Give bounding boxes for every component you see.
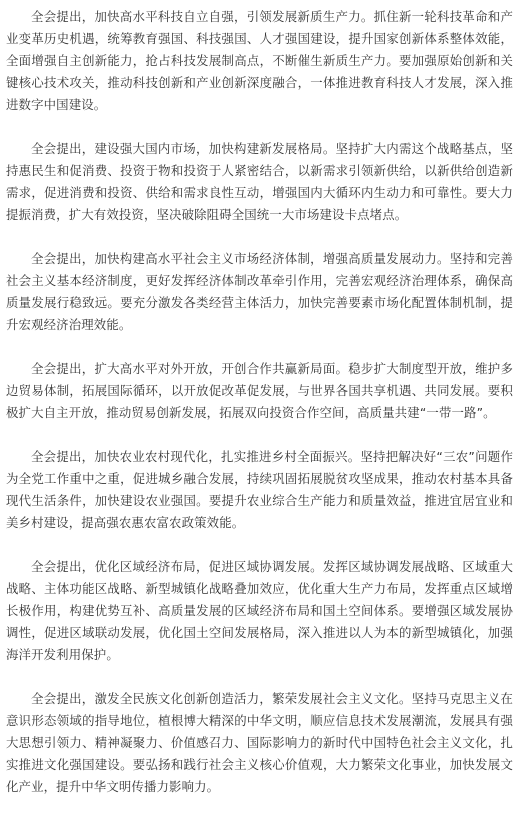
- paragraph-opening-up: 全会提出，扩大高水平对外开放，开创合作共赢新局面。稳步扩大制度型开放，维护多边贸易体制，拓展国际循环，以开放促改革促发展，与世界各国共享机遇、共同发展。要积极扩大自主开放，推动贸易创新发展，拓展双向投资合作空间，高质量共建“一带一路”。: [6, 361, 513, 420]
- paragraph-tech-innovation: 全会提出，加快高水平科技自立自强，引领发展新质生产力。抓住新一轮科技革命和产业变革历史机遇，统筹教育强国、科技强国、人才强国建设，提升国家创新体系整体效能，全面增强自主创新能力，抢占科技发展制高点，不断催生新质生产力。要加强原始创新和关键核心技术攻关，推动科技创新和产业创新深度融合，一体推进教育科技人才发展，深入推进数字中国建设。: [6, 9, 513, 112]
- paragraph-domestic-market: 全会提出，建设强大国内市场，加快构建新发展格局。坚持扩大内需这个战略基点，坚持惠民生和促消费、投资于物和投资于人紧密结合，以新需求引领新供给，以新供给创造新需求，促进消费和投资、供给和需求良性互动，增强国内大循环内生动力和可靠性。要大力提振消费，扩大有效投资，坚决破除阻碍全国统一大市场建设卡点堵点。: [6, 141, 513, 222]
- paragraph-regional-development: 全会提出，优化区域经济布局，促进区域协调发展。发挥区域协调发展战略、区域重大战略、主体功能区战略、新型城镇化战略叠加效应，优化重大生产力布局，发挥重点区域增长极作用，构建优势互补、高质量发展的区域经济布局和国土空间体系。要增强区域发展协调性，促进区域联动发展，优化国土空间发展格局，深入推进以人为本的新型城镇化，加强海洋开发利用保护。: [6, 559, 513, 662]
- paragraph-culture: 全会提出，激发全民族文化创新创造活力，繁荣发展社会主义文化。坚持马克思主义在意识形态领域的指导地位，植根博大精深的中华文明，顺应信息技术发展潮流，发展具有强大思想引领力、精神凝聚力、价值感召力、国际影响力的新时代中国特色社会主义文化，扎实推进文化强国建设。要弘扬和践行社会主义核心价值观，大力繁荣文化事业，加快发展文化产业，提升中华文明传播力影响力。: [6, 691, 513, 794]
- paragraph-agriculture: 全会提出，加快农业农村现代化，扎实推进乡村全面振兴。坚持把解决好“三农”问题作为全党工作重中之重，促进城乡融合发展，持续巩固拓展脱贫攻坚成果，推动农村基本具备现代生活条件，加快建设农业强国。要提升农业综合生产能力和质量效益，推进宜居宜业和美乡村建设，提高强农惠农富农政策效能。: [6, 449, 513, 530]
- paragraph-market-economy: 全会提出，加快构建高水平社会主义市场经济体制，增强高质量发展动力。坚持和完善社会主义基本经济制度，更好发挥经济体制改革牵引作用，完善宏观经济治理体系，确保高质量发展行稳致远。要充分激发各类经营主体活力，加快完善要素市场化配置体制机制，提升宏观经济治理效能。: [6, 251, 513, 332]
